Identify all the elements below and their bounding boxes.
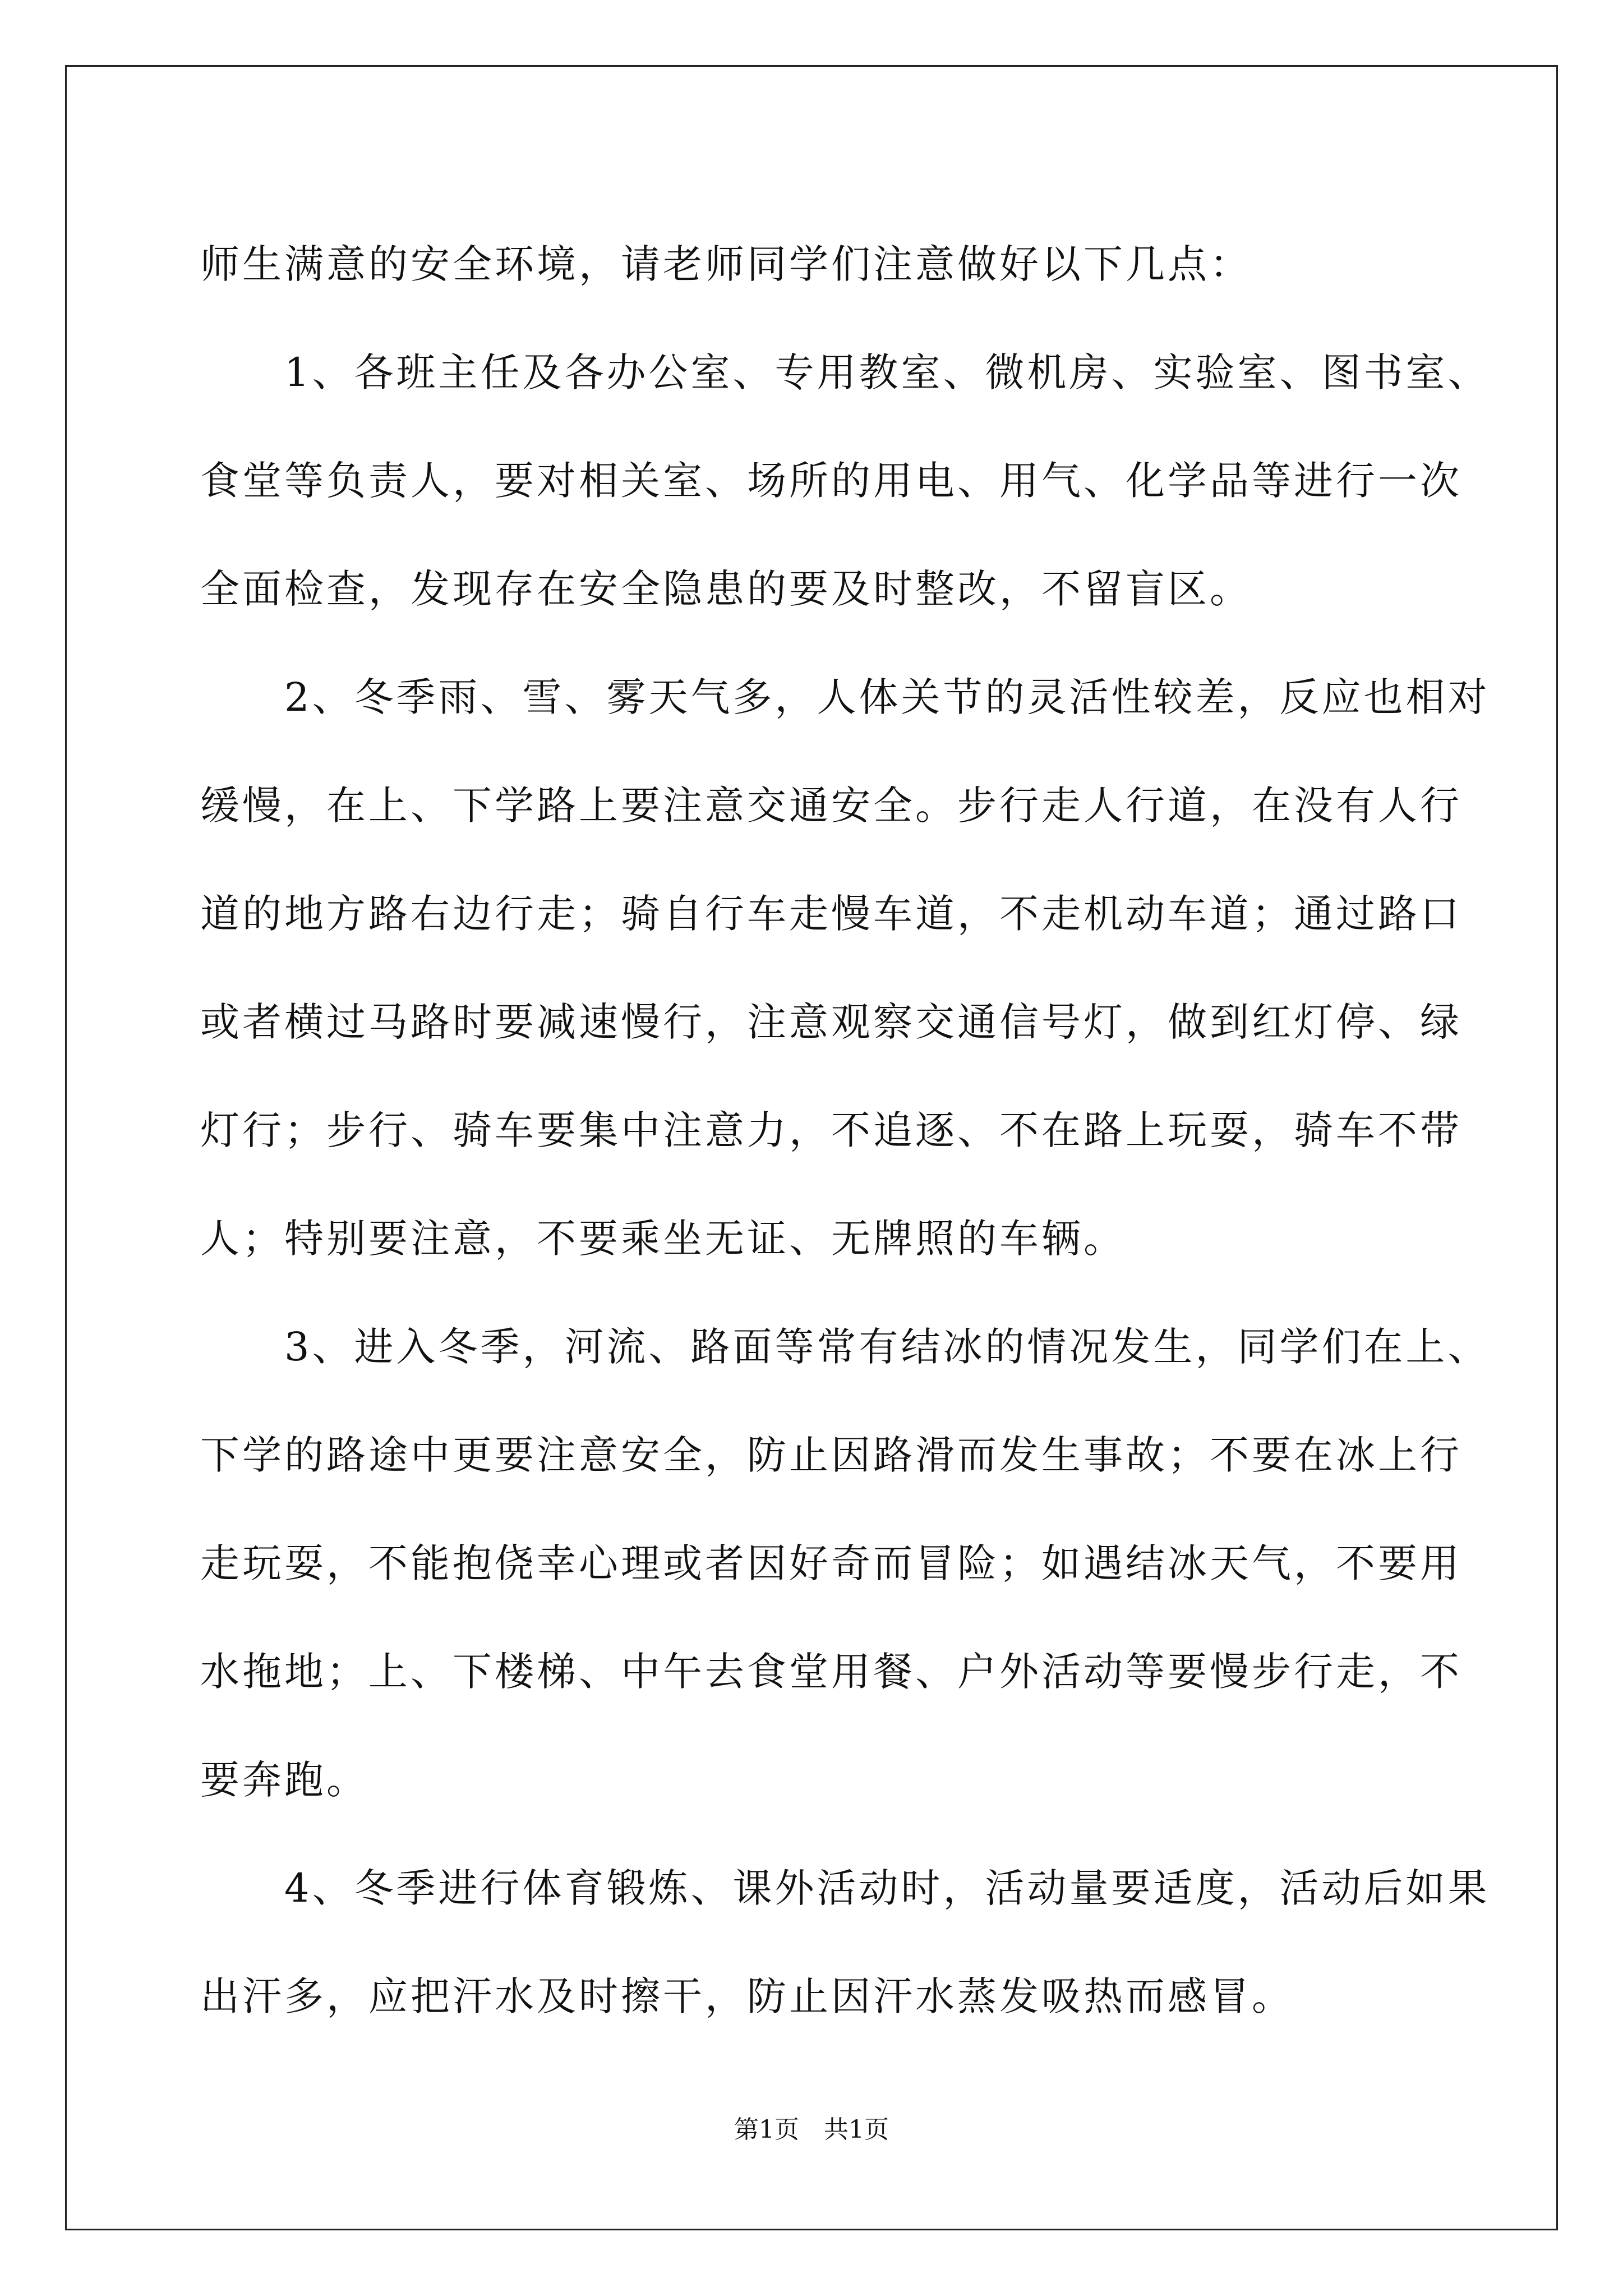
text-line: 食堂等负责人，要对相关室、场所的用电、用气、化学品等进行一次 (200, 458, 1462, 504)
text-line: 水拖地；上、下楼梯、中午去食堂用餐、户外活动等要慢步行走，不 (200, 1649, 1462, 1695)
text-line: 3、进入冬季，河流、路面等常有结冰的情况发生，同学们在上、 (200, 1324, 1490, 1370)
text-line: 要奔跑。 (200, 1757, 368, 1803)
text-line: 人；特别要注意，不要乘坐无证、无牌照的车辆。 (200, 1216, 1126, 1262)
text-line: 全面检查，发现存在安全隐患的要及时整改，不留盲区。 (200, 566, 1252, 612)
text-line: 灯行；步行、骑车要集中注意力，不追逐、不在路上玩耍，骑车不带 (200, 1107, 1462, 1153)
text-line: 4、冬季进行体育锻炼、课外活动时，活动量要适度，活动后如果 (200, 1865, 1490, 1911)
text-line: 下学的路途中更要注意安全，防止因路滑而发生事故；不要在冰上行 (200, 1432, 1462, 1478)
text-line: 出汗多，应把汗水及时擦干，防止因汗水蒸发吸热而感冒。 (200, 1973, 1294, 2019)
text-line: 师生满意的安全环境，请老师同学们注意做好以下几点： (200, 241, 1252, 287)
document-body (200, 210, 1490, 2051)
page-number-footer: 第1页 共1页 (734, 2115, 889, 2144)
text-line: 走玩耍，不能抱侥幸心理或者因好奇而冒险；如遇结冰天气，不要用 (200, 1540, 1462, 1586)
text-line: 1、各班主任及各办公室、专用教室、微机房、实验室、图书室、 (200, 349, 1490, 395)
text-line: 道的地方路右边行走；骑自行车走慢车道，不走机动车道；通过路口 (200, 891, 1462, 937)
text-line: 或者横过马路时要减速慢行，注意观察交通信号灯，做到红灯停、绿 (200, 999, 1462, 1045)
text-line: 缓慢，在上、下学路上要注意交通安全。步行走人行道，在没有人行 (200, 783, 1462, 829)
text-line: 2、冬季雨、雪、雾天气多，人体关节的灵活性较差，反应也相对 (200, 674, 1490, 720)
